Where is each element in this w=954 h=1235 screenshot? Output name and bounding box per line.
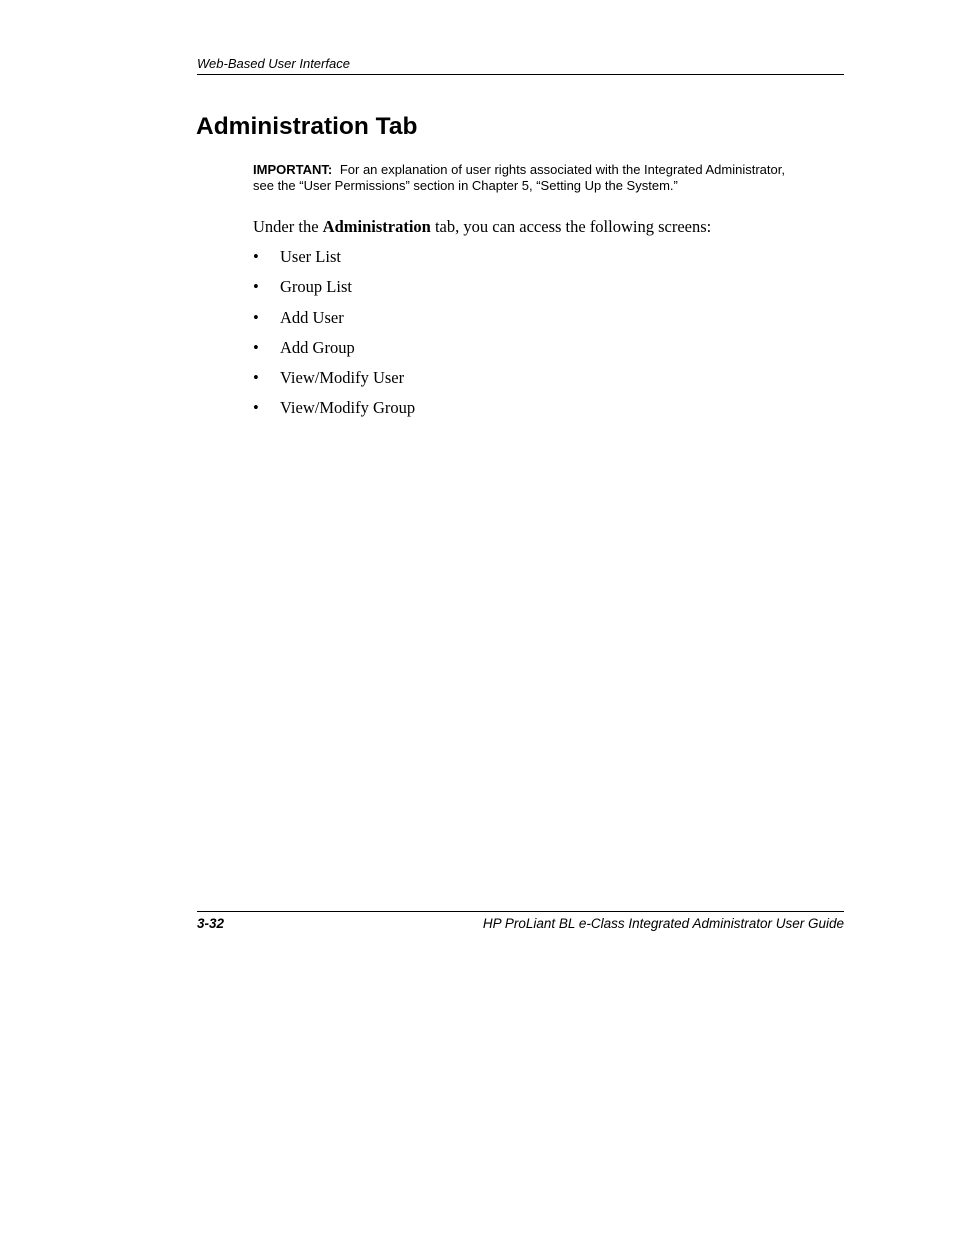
- intro-paragraph: [253, 217, 853, 237]
- running-header: [197, 56, 844, 75]
- list-item: [253, 368, 415, 388]
- list-item-label: Group List: [280, 277, 352, 297]
- important-note-line-2: see the “User Permissions” section in Chapter 5, “Setting Up the System.”: [253, 178, 678, 193]
- bullet-icon: •: [253, 398, 259, 418]
- list-item-label: User List: [280, 247, 341, 266]
- list-item-label: Add User: [280, 307, 344, 327]
- intro-bold-term: Administration: [322, 217, 431, 236]
- header-section-title: Web-Based User Interface: [197, 56, 350, 71]
- list-item-label: View/Modify User: [280, 368, 405, 388]
- important-label: IMPORTANT:: [253, 162, 333, 177]
- intro-text-after: tab, you can access the following screens:: [430, 217, 712, 236]
- list-item: [253, 277, 415, 297]
- list-item: [253, 247, 415, 267]
- important-text-1: For an explanation of user rights associated with the Integrated Administrator,: [339, 162, 785, 177]
- list-item: [253, 338, 415, 358]
- bullet-icon: •: [253, 307, 259, 327]
- list-item-label: Add Group: [280, 337, 355, 357]
- list-item: [253, 308, 415, 328]
- guide-title: HP ProLiant BL e-Class Integrated Administrator User Guide: [482, 916, 844, 931]
- bullet-icon: •: [253, 337, 259, 357]
- important-note-line-1: [253, 162, 853, 178]
- page-number: 3-32: [197, 916, 225, 931]
- bullet-icon: •: [253, 368, 259, 388]
- list-item-label: View/Modify Group: [280, 398, 416, 418]
- bullet-icon: •: [253, 247, 259, 266]
- screen-list: [253, 247, 415, 429]
- running-footer: [197, 911, 844, 932]
- page-title: Administration Tab: [196, 113, 418, 140]
- important-note: [253, 162, 853, 194]
- list-item: [253, 398, 415, 418]
- intro-text-before: Under the: [253, 217, 323, 236]
- bullet-icon: •: [253, 277, 259, 297]
